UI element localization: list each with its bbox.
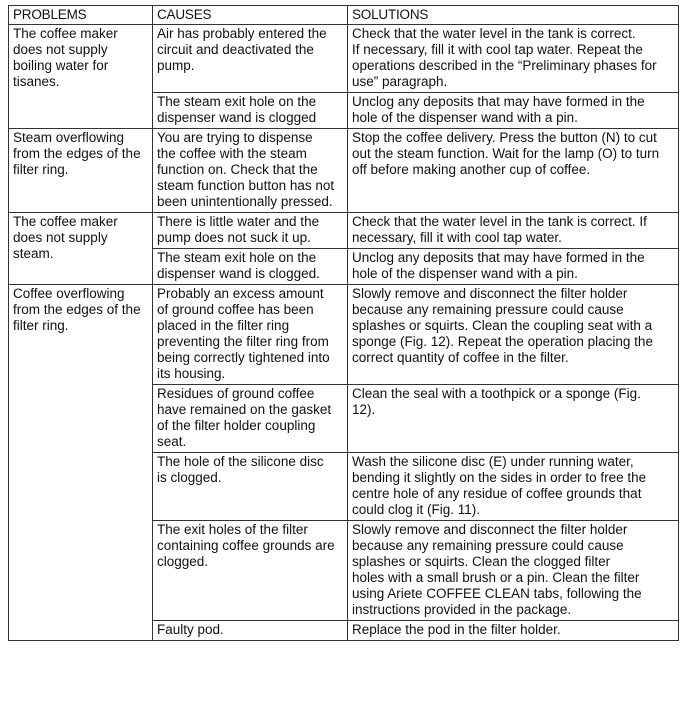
cause-cell — [153, 285, 348, 385]
solution-cell — [348, 249, 679, 285]
solution-cell — [348, 521, 679, 621]
problem-text: The coffee maker does not supply steam. — [13, 214, 118, 261]
cause-text: The steam exit hole on the dispenser wand is clogged — [157, 94, 317, 125]
cause-cell — [153, 213, 348, 249]
solution-text: Replace the pod in the filter holder. — [352, 622, 561, 637]
solution-cell — [348, 285, 679, 385]
solution-cell — [348, 385, 679, 453]
cause-text: Air has probably entered the circuit and deactivated the pump. — [157, 26, 327, 73]
solution-text: Unclog any deposits that may have formed in the hole of the dispenser wand with a pin. — [352, 94, 645, 125]
solution-text: Slowly remove and disconnect the filter holder because any remaining pressure could cause splashes or squirts. Clean the coupling seat with a sponge (Fig. 12). Repeat the operation placing the correct quantity of coffee in the filter. — [352, 286, 653, 365]
problem-text: Steam overflowing from the edges of the filter ring. — [13, 130, 141, 177]
solution-text: Check that the water level in the tank is correct. If necessary, fill it with cool tap water. — [352, 214, 647, 245]
table-body — [9, 25, 679, 641]
solution-text: Unclog any deposits that may have formed in the hole of the dispenser wand with a pin. — [352, 250, 645, 281]
header-problems: PROBLEMS — [9, 6, 153, 25]
cause-text: Probably an excess amount of ground coffee has been placed in the filter ring preventing the filter ring from being correctly tightened into its housing. — [157, 286, 330, 381]
cause-cell — [153, 25, 348, 93]
table-row — [9, 213, 679, 249]
cause-cell — [153, 521, 348, 621]
solution-cell — [348, 453, 679, 521]
solution-cell — [348, 621, 679, 641]
cause-cell — [153, 621, 348, 641]
cause-cell — [153, 453, 348, 521]
solution-cell — [348, 129, 679, 213]
problem-cell — [9, 213, 153, 285]
solution-text: Stop the coffee delivery. Press the button (N) to cut out the steam function. Wait for the lamp (O) to turn off before making another cup of coffee. — [352, 130, 660, 177]
cause-text: The exit holes of the filter containing coffee grounds are clogged. — [157, 522, 335, 569]
cause-cell — [153, 93, 348, 129]
cause-cell — [153, 249, 348, 285]
problem-text: The coffee maker does not supply boiling water for tisanes. — [13, 26, 118, 89]
table-row — [9, 129, 679, 213]
troubleshooting-table — [8, 5, 679, 641]
solution-cell — [348, 25, 679, 93]
solution-text: Wash the silicone disc (E) under running water, bending it slightly on the sides in order to free the centre hole of any residue of coffee grounds that could clog it (Fig. 11). — [352, 454, 647, 517]
cause-text: You are trying to dispense the coffee with the steam function on. Check that the steam function button has not been unintentionally pressed. — [157, 130, 335, 209]
header-solutions: SOLUTIONS — [348, 6, 679, 25]
header-causes: CAUSES — [153, 6, 348, 25]
problem-text: Coffee overflowing from the edges of the filter ring. — [13, 286, 141, 333]
solution-cell — [348, 93, 679, 129]
cause-cell — [153, 129, 348, 213]
cause-cell — [153, 385, 348, 453]
table-row — [9, 25, 679, 93]
cause-text: Faulty pod. — [157, 622, 224, 637]
problem-cell — [9, 129, 153, 213]
table-header — [9, 6, 679, 25]
solution-text: Check that the water level in the tank is correct. If necessary, fill it with cool tap water. Repeat the operations described in the “Preliminary phases for use” paragraph. — [352, 26, 657, 89]
cause-text: The hole of the silicone disc is clogged. — [157, 454, 324, 485]
cause-text: There is little water and the pump does not suck it up. — [157, 214, 320, 245]
problem-cell — [9, 25, 153, 129]
cause-text: The steam exit hole on the dispenser wand is clogged. — [157, 250, 320, 281]
solution-text: Clean the seal with a toothpick or a sponge (Fig. 12). — [352, 386, 641, 417]
solution-cell — [348, 213, 679, 249]
table-row — [9, 285, 679, 385]
cause-text: Residues of ground coffee have remained on the gasket of the filter holder coupling seat. — [157, 386, 332, 449]
problem-cell — [9, 285, 153, 641]
header-row — [9, 6, 679, 25]
solution-text: Slowly remove and disconnect the filter holder because any remaining pressure could cause splashes or squirts. Clean the clogged filter holes with a small brush or a pin. Clean the filter using Ariete COFFEE CLEAN tabs, following the instructions provided in the package. — [352, 522, 642, 617]
